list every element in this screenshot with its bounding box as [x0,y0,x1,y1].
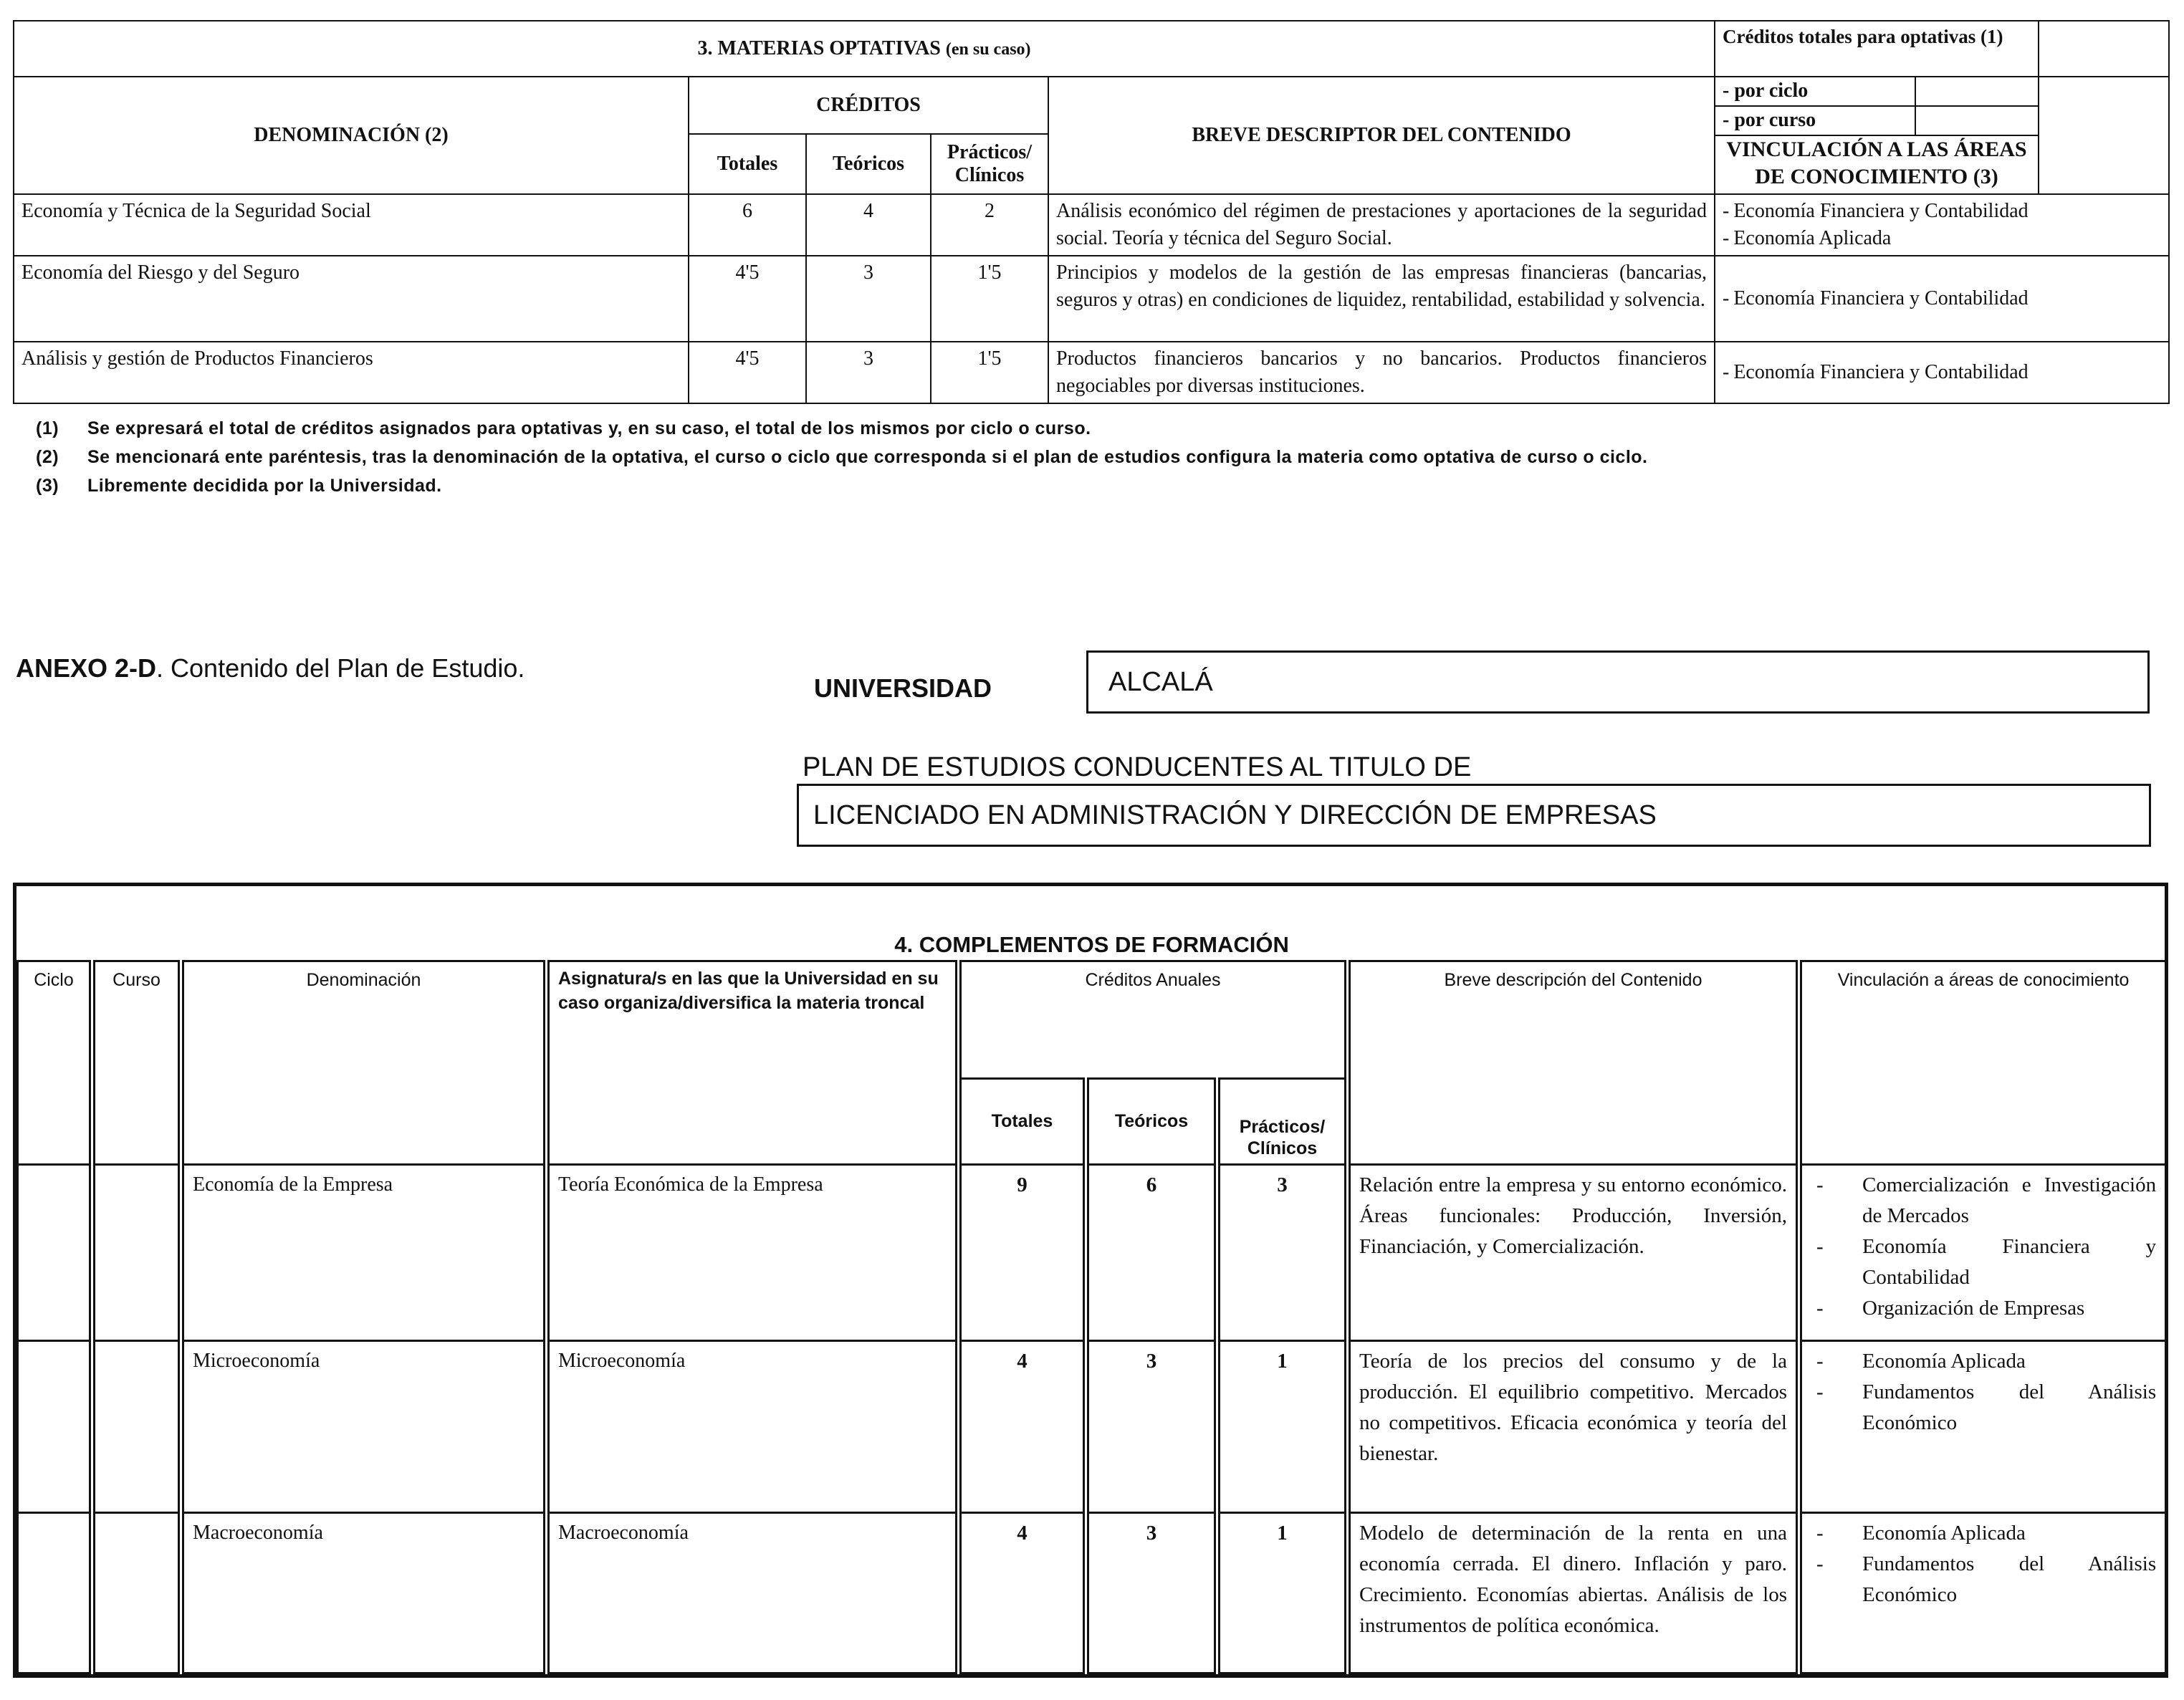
row-totales: 4 [959,1512,1086,1673]
area-item: - Economía Aplicada [1816,1349,2026,1373]
row-areas [1799,1512,2166,1673]
universidad-value: ALCALÁ [1086,650,2150,714]
table-row [18,1340,2166,1512]
periodo-vinculacion-cell [1715,77,2039,194]
row-curso [92,1164,181,1340]
row-teoricos: 3 [806,256,931,342]
row-areas [1799,1164,2166,1340]
row-descriptor: Productos financieros bancarios y no bancarios. Productos financieros negociables por diversas instituciones. [1048,342,1715,403]
row-denominacion: Análisis y gestión de Productos Financieros [14,342,689,403]
area-item: - Comercialización e Investigación de Mercados [1816,1173,2157,1227]
table-row [14,342,2169,403]
header-teoricos: Teóricos [1086,1078,1217,1164]
header-totales: Totales [689,134,806,194]
area-item: - Economía Aplicada [1816,1521,2026,1545]
row-denominacion: Economía y Técnica de la Seguridad Social [14,194,689,256]
table-row [14,256,2169,342]
universidad-label: UNIVERSIDAD [814,673,992,703]
header-descriptor: BREVE DESCRIPTOR DEL CONTENIDO [1048,77,1715,194]
section3-title: 3. MATERIAS OPTATIVAS (en su caso) [14,21,1715,77]
row-denominacion: Microeconomía [181,1340,547,1512]
row-ciclo [18,1512,92,1673]
area-item: - Economía Financiera y Contabilidad [1723,200,2029,222]
por-curso-box [1915,107,2038,135]
footnotes [36,414,1648,500]
area-item: - Organización de Empresas [1816,1296,2085,1320]
footnote: (2) Se mencionará ente paréntesis, tras la denominación de la optativa, el curso o ciclo que corresponda si el plan de estudios configura la materia como optativa de curso o ciclo. [36,447,1648,467]
row-teoricos: 6 [1086,1164,1217,1340]
row-practicos: 1'5 [931,342,1048,403]
row-teoricos: 3 [1086,1512,1217,1673]
area-item: - Economía Financiera y Contabilidad [1723,287,2029,309]
row-totales: 6 [689,194,806,256]
row-teoricos: 3 [1086,1340,1217,1512]
header-ciclo: Ciclo [18,961,92,1164]
row-asignatura: Microeconomía [547,1340,959,1512]
por-ciclo-box [1915,77,2038,105]
row-areas [1799,1340,2166,1512]
row-denominacion: Macroeconomía [181,1512,547,1673]
header-creditos: CRÉDITOS [689,77,1048,134]
row-practicos: 1 [1217,1512,1348,1673]
header-vinculacion: Vinculación a áreas de conocimiento [1799,961,2166,1164]
section4-title: 4. COMPLEMENTOS DE FORMACIÓN [18,886,2166,961]
row-totales: 4'5 [689,256,806,342]
header-creditos-anuales: Créditos Anuales [959,961,1348,1078]
row-areas [1715,194,2169,256]
table-row [14,194,2169,256]
row-practicos: 3 [1217,1164,1348,1340]
footnote: (3) Libremente decidida por la Universidad. [36,476,442,496]
header-asignatura: Asignatura/s en las que la Universidad en su caso organiza/diversifica la materia troncal [547,961,959,1164]
row-asignatura: Teoría Económica de la Empresa [547,1164,959,1340]
area-item: - Economía Financiera y Contabilidad [1816,1234,2157,1289]
row-descripcion: Teoría de los precios del consumo y de la producción. El equilibrio competitivo. Mercados no competitivos. Eficacia económica y teoría del bienestar. [1348,1340,1799,1512]
area-item: - Fundamentos del Análisis Económico [1816,1380,2157,1434]
area-item: - Fundamentos del Análisis Económico [1816,1552,2157,1606]
row-curso [92,1512,181,1673]
row-denominacion: Economía de la Empresa [181,1164,547,1340]
complementos-table [13,883,2168,1678]
header-denominacion: Denominación [181,961,547,1164]
row-descriptor: Análisis económico del régimen de prestaciones y aportaciones de la seguridad social. Teoría y técnica del Seguro Social. [1048,194,1715,256]
row-denominacion: Economía del Riesgo y del Seguro [14,256,689,342]
header-vinculacion: VINCULACIÓN A LAS ÁREAS DE CONOCIMIENTO (3) [1715,135,2038,191]
row-ciclo [18,1164,92,1340]
empty-side-cell [2039,77,2169,194]
anexo-heading: ANEXO 2-D. Contenido del Plan de Estudio. [16,653,525,683]
row-asignatura: Macroeconomía [547,1512,959,1673]
por-curso-label: - por curso [1723,109,1816,131]
header-totales: Totales [959,1078,1086,1164]
header-teoricos: Teóricos [806,134,931,194]
row-practicos: 1 [1217,1340,1348,1512]
header-practicos: Prácticos/ Clínicos [1217,1078,1348,1164]
row-descripcion: Relación entre la empresa y su entorno económico. Áreas funcionales: Producción, Inversión, Financiación, y Comercialización. [1348,1164,1799,1340]
row-practicos: 2 [931,194,1048,256]
footnote: (1) Se expresará el total de créditos asignados para optativas y, en su caso, el total de los mismos por ciclo o curso. [36,418,1091,438]
creditos-totales-box [2039,21,2169,77]
row-descriptor: Principios y modelos de la gestión de las empresas financieras (bancarias, seguros y otras) en condiciones de liquidez, rentabilidad, estabilidad y solvencia. [1048,256,1715,342]
row-teoricos: 4 [806,194,931,256]
header-descripcion: Breve descripción del Contenido [1348,961,1799,1164]
row-totales: 4 [959,1340,1086,1512]
optativas-table [13,20,2170,404]
header-practicos: Prácticos/ Clínicos [931,134,1048,194]
header-denominacion: DENOMINACIÓN (2) [14,77,689,194]
row-ciclo [18,1340,92,1512]
area-item: - Economía Financiera y Contabilidad [1723,361,2029,383]
row-totales: 9 [959,1164,1086,1340]
row-practicos: 1'5 [931,256,1048,342]
area-item: - Economía Aplicada [1723,227,1892,249]
table-row [18,1164,2166,1340]
row-teoricos: 3 [806,342,931,403]
row-areas [1715,256,2169,342]
titulo-value: LICENCIADO EN ADMINISTRACIÓN Y DIRECCIÓN DE EMPRESAS [797,784,2151,847]
table-row [18,1512,2166,1673]
header-curso: Curso [92,961,181,1164]
plan-label: PLAN DE ESTUDIOS CONDUCENTES AL TITULO DE [803,752,1472,782]
creditos-totales-label: Créditos totales para optativas (1) [1715,21,2039,77]
row-descripcion: Modelo de determinación de la renta en una economía cerrada. El dinero. Inflación y paro. Crecimiento. Economías abiertas. Análisis de los instrumentos de política económica. [1348,1512,1799,1673]
por-ciclo-label: - por ciclo [1723,80,1809,102]
row-totales: 4'5 [689,342,806,403]
row-areas [1715,342,2169,403]
row-curso [92,1340,181,1512]
